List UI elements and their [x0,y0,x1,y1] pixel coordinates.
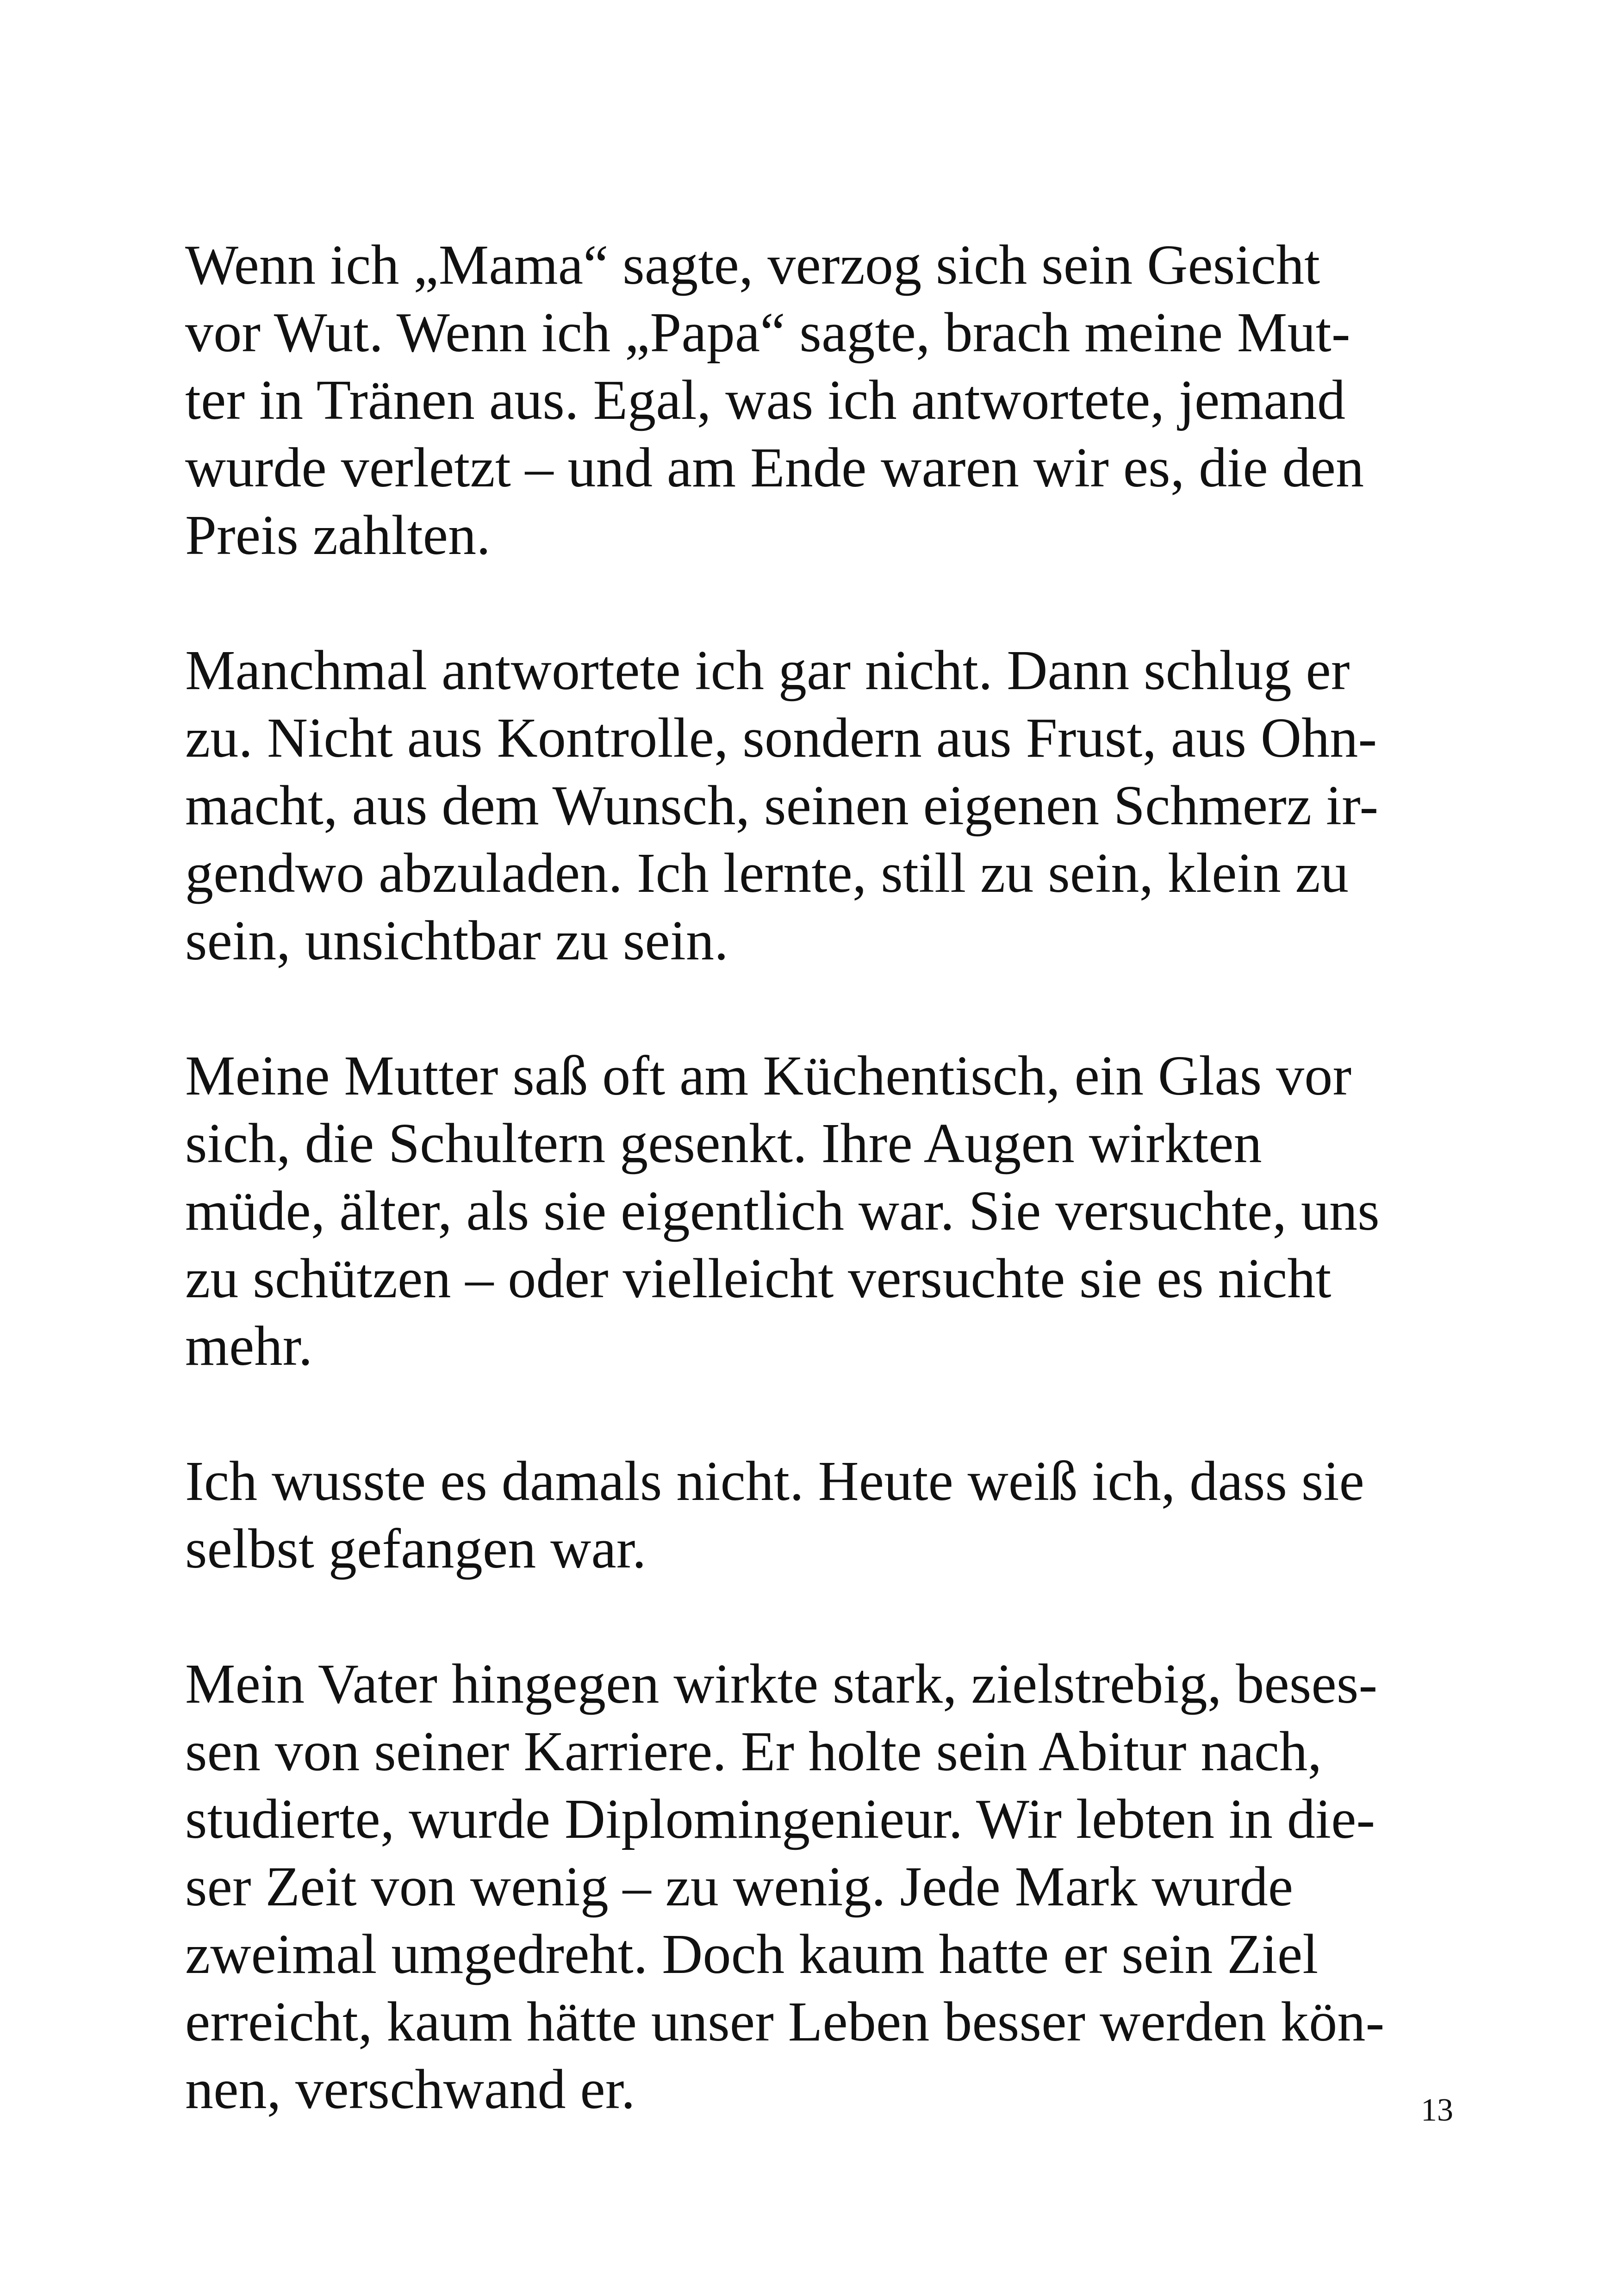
text-line: Manchmal antwortete ich gar nicht. Dann schlug er [185,639,1350,702]
paragraph-3 [185,1042,1444,1380]
paragraph-2 [185,637,1444,975]
text-line: Ich wusste es damals nicht. Heute weiß ich, dass sie [185,1450,1365,1512]
paragraph-5 [185,1650,1444,2123]
text-line: mehr. [185,1315,313,1377]
text-line: zu schützen – oder vielleicht versuchte sie es nicht [185,1247,1332,1310]
text-line: wurde verletzt – und am Ende waren wir es, die den [185,436,1364,499]
text-line: ter in Tränen aus. Egal, was ich antwortete, jemand [185,369,1346,431]
text-line: sen von seiner Karriere. Er holte sein Abitur nach, [185,1720,1322,1783]
text-line: zweimal umgedreht. Doch kaum hatte er sein Ziel [185,1923,1319,1985]
text-line: Mein Vater hingegen wirkte stark, zielstrebig, beses- [185,1653,1378,1715]
text-line: Meine Mutter saß oft am Küchentisch, ein Glas vor [185,1045,1352,1107]
paragraph-1 [185,231,1444,569]
text-line: sich, die Schultern gesenkt. Ihre Augen wirkten [185,1112,1262,1175]
body-text [185,231,1444,2191]
page-number: 13 [1421,2092,1453,2128]
text-line: vor Wut. Wenn ich „Papa“ sagte, brach meine Mut- [185,301,1350,364]
text-line: selbst gefangen war. [185,1518,647,1580]
text-line: erreicht, kaum hätte unser Leben besser werden kön- [185,1991,1385,2053]
text-line: Preis zahlten. [185,504,491,566]
text-line: gendwo abzuladen. Ich lernte, still zu sein, klein zu [185,842,1349,904]
text-line: zu. Nicht aus Kontrolle, sondern aus Frust, aus Ohn- [185,707,1377,769]
text-line: sein, unsichtbar zu sein. [185,909,728,972]
text-line: nen, verschwand er. [185,2058,635,2121]
paragraph-4 [185,1448,1444,1583]
text-line: müde, älter, als sie eigentlich war. Sie versuchte, uns [185,1180,1380,1242]
text-line: macht, aus dem Wunsch, seinen eigenen Schmerz ir- [185,774,1379,837]
text-line: ser Zeit von wenig – zu wenig. Jede Mark wurde [185,1855,1294,1918]
text-line: studierte, wurde Diplomingenieur. Wir lebten in die- [185,1788,1375,1850]
text-line: Wenn ich „Mama“ sagte, verzog sich sein Gesicht [185,234,1320,296]
